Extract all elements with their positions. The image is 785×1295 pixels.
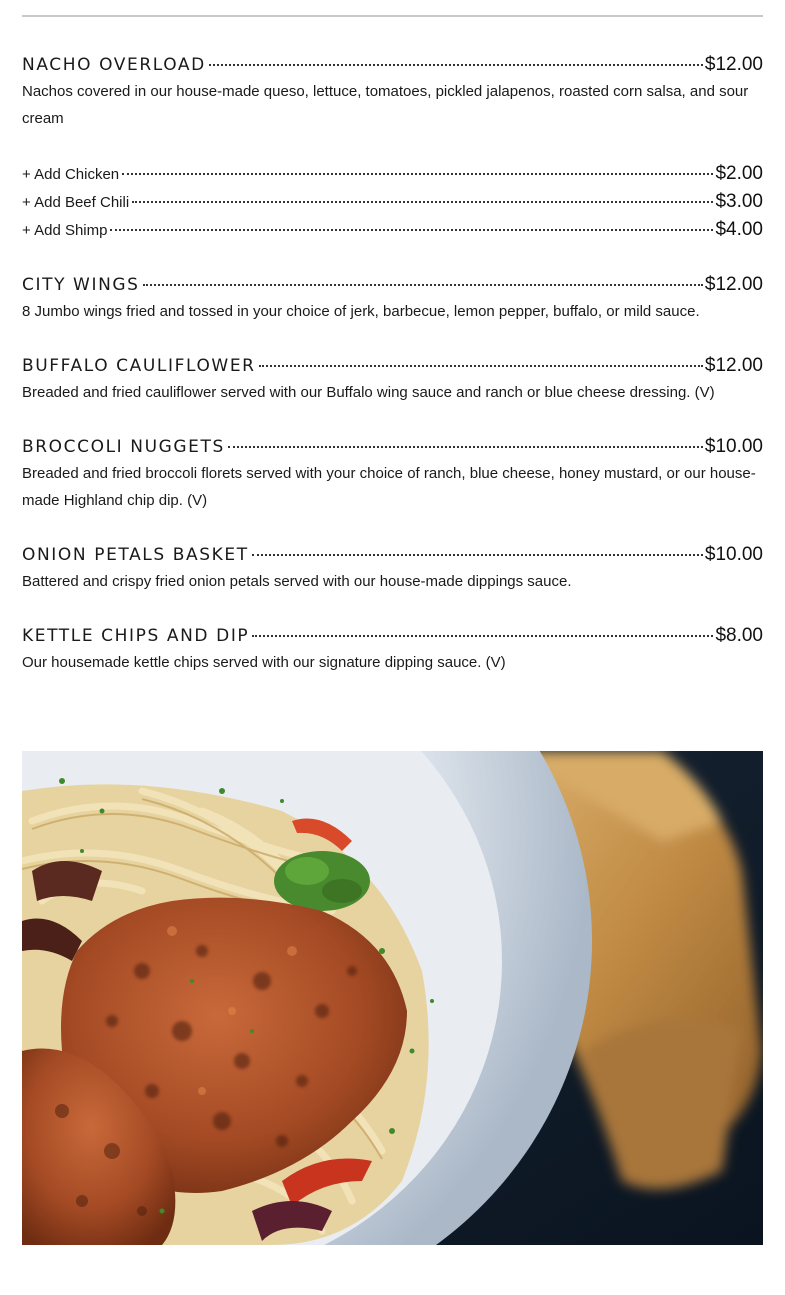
menu-item-price: $10.00	[704, 544, 763, 565]
menu-item-name: BROCCOLI NUGGETS	[22, 437, 225, 457]
menu-item-description: Breaded and fried cauliflower served with our Buffalo wing sauce and ranch or blue cheese dressing. (V)	[22, 384, 715, 401]
salmon-pasta-illustration	[22, 751, 763, 1245]
menu-item-onion-petals-basket	[22, 542, 763, 595]
dot-leader	[252, 554, 703, 556]
dot-leader	[259, 365, 703, 367]
menu-item-broccoli-nuggets	[22, 434, 763, 514]
dot-leader	[252, 635, 713, 637]
menu-item-city-wings	[22, 272, 763, 325]
menu-item-kettle-chips-and-dip	[22, 623, 763, 676]
addon-label: + Add Shimp	[22, 222, 108, 239]
spacer	[22, 406, 763, 434]
menu-item-description: Our housemade kettle chips served with our signature dipping sauce. (V)	[22, 654, 506, 671]
menu-item-price: $12.00	[704, 54, 763, 75]
addon-item-chicken	[22, 160, 763, 188]
menu-item-header	[22, 353, 763, 379]
addon-label: + Add Beef Chili	[22, 194, 130, 211]
menu-item-name: NACHO OVERLOAD	[22, 55, 206, 75]
menu-item-description: Nachos covered in our house-made queso, lettuce, tomatoes, pickled jalapenos, roasted corn salsa, and sour cream	[22, 83, 749, 127]
menu-item-name: BUFFALO CAULIFLOWER	[22, 356, 256, 376]
addon-price: $4.00	[715, 219, 763, 240]
addon-item-shrimp	[22, 216, 763, 244]
food-photo	[22, 751, 763, 1245]
spacer	[22, 325, 763, 353]
menu-item-header	[22, 52, 763, 78]
menu-item-description: Battered and crispy fried onion petals served with our house-made dippings sauce.	[22, 573, 572, 590]
addon-item-beef-chili	[22, 188, 763, 216]
menu-item-price: $12.00	[704, 355, 763, 376]
addon-label: + Add Chicken	[22, 166, 120, 183]
menu-item-buffalo-cauliflower	[22, 353, 763, 406]
menu-item-name: KETTLE CHIPS AND DIP	[22, 626, 250, 646]
top-divider	[22, 15, 763, 17]
addon-price: $3.00	[715, 191, 763, 212]
menu-item-price: $8.00	[715, 625, 763, 646]
menu-item-description: Breaded and fried broccoli florets served with your choice of ranch, blue cheese, honey mustard, or our house-made Highland chip dip. (V)	[22, 465, 756, 509]
menu-item-description: 8 Jumbo wings fried and tossed in your choice of jerk, barbecue, lemon pepper, buffalo, or mild sauce.	[22, 303, 700, 320]
menu-item-price: $12.00	[704, 274, 763, 295]
menu-item-price: $10.00	[704, 436, 763, 457]
dot-leader	[228, 446, 703, 448]
menu-item-name: ONION PETALS BASKET	[22, 545, 249, 565]
dot-leader	[132, 201, 713, 203]
dot-leader	[143, 284, 703, 286]
dot-leader	[209, 64, 703, 66]
addon-list	[22, 160, 763, 244]
menu-item-header	[22, 272, 763, 298]
spacer	[22, 514, 763, 542]
menu-item-header	[22, 623, 763, 649]
spacer	[22, 244, 763, 272]
dot-leader	[122, 173, 713, 175]
menu-item-nacho-overload	[22, 52, 763, 244]
dot-leader	[110, 229, 713, 231]
addon-price: $2.00	[715, 163, 763, 184]
menu-item-header	[22, 542, 763, 568]
spacer	[22, 595, 763, 623]
menu-item-name: CITY WINGS	[22, 275, 140, 295]
menu-item-header	[22, 434, 763, 460]
appetizer-menu	[22, 52, 763, 676]
